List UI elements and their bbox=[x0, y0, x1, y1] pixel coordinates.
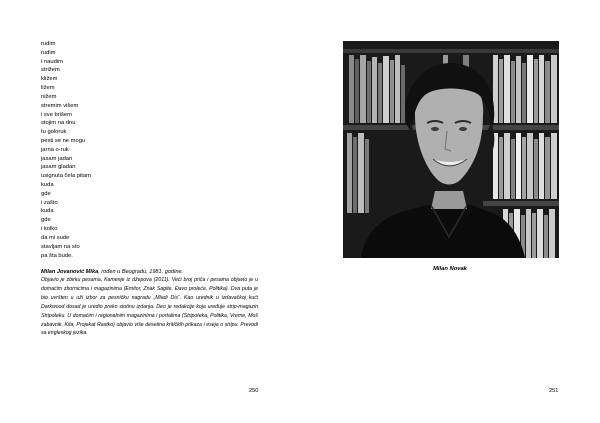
poem-line: gde bbox=[41, 217, 51, 224]
poem-line: pa šta bude. bbox=[41, 252, 73, 259]
poem-line: tu goloruk bbox=[41, 129, 67, 136]
right-page bbox=[300, 0, 600, 423]
poem bbox=[41, 40, 91, 260]
poem-line: stremim višem bbox=[41, 102, 79, 109]
bio-text: Objavio je zbirku pesama, Kamenje iz džepova (2011). Veći broj priča i pesama objavio je u domaćim zbornicima i magazinima (Emitor, Znak Sagite, Đavo proleće, Politika). Dva puta je bio uvršten u uži izbor za pesničku nagradu „Mladi Dis“. Kao urednik u izdavačkoj kući Darkwood dosad je uredio preko stotinu izdanja. Deo je redakcije koja uređuje strip-magazin Stripoteku. U domaćim i regionalnim magazinima i portalima (Stripoteka, Politika, Vreme, Moš zabavnik, Kita, Projekat Rastko) objavio više desetina kritičkih prikaza i eseja o stripu. Prevodi sa engleskog jezika. bbox=[41, 277, 258, 337]
bio-intro: , rođen u Beogradu, 1981. godine. bbox=[98, 269, 184, 275]
author-bio bbox=[41, 268, 258, 338]
poem-line: stojim na dnu bbox=[41, 120, 76, 127]
bio-heading bbox=[41, 268, 258, 276]
poem-line: i zašto bbox=[41, 199, 58, 206]
poem-line: strižem bbox=[41, 67, 60, 74]
poem-line: kuda bbox=[41, 182, 54, 188]
poem-line: i sve brišem bbox=[41, 111, 72, 118]
poem-line: usignuta čela pitam bbox=[41, 173, 91, 180]
page-number-right: 251 bbox=[549, 388, 559, 394]
poem-line: jarna o-ruk bbox=[41, 146, 69, 153]
poem-line: i kolko bbox=[41, 226, 58, 233]
poem-line: rudim bbox=[41, 41, 56, 47]
poem-line: jasam jadan bbox=[41, 155, 73, 162]
poem-line: da mi sude bbox=[41, 234, 70, 241]
poem-line: kuda bbox=[41, 208, 54, 215]
poem-line: pesti se ne mogu bbox=[41, 137, 86, 144]
poem-line: i naudim bbox=[41, 58, 63, 65]
poem-line: rudim bbox=[41, 49, 56, 56]
poem-line: nižem bbox=[41, 93, 57, 100]
poem-line: stavljam na sto bbox=[41, 243, 80, 250]
poem-line: kližem bbox=[41, 76, 58, 83]
page-number-left: 250 bbox=[249, 388, 259, 394]
poem-line: jasam gladan bbox=[41, 164, 76, 171]
poem-line: ližem bbox=[41, 85, 55, 92]
author-name: Milan Jovanović Mika bbox=[41, 269, 99, 275]
poem-line: gde bbox=[41, 190, 51, 197]
photo-caption: Milan Novak bbox=[433, 266, 467, 272]
author-photo bbox=[343, 41, 559, 258]
